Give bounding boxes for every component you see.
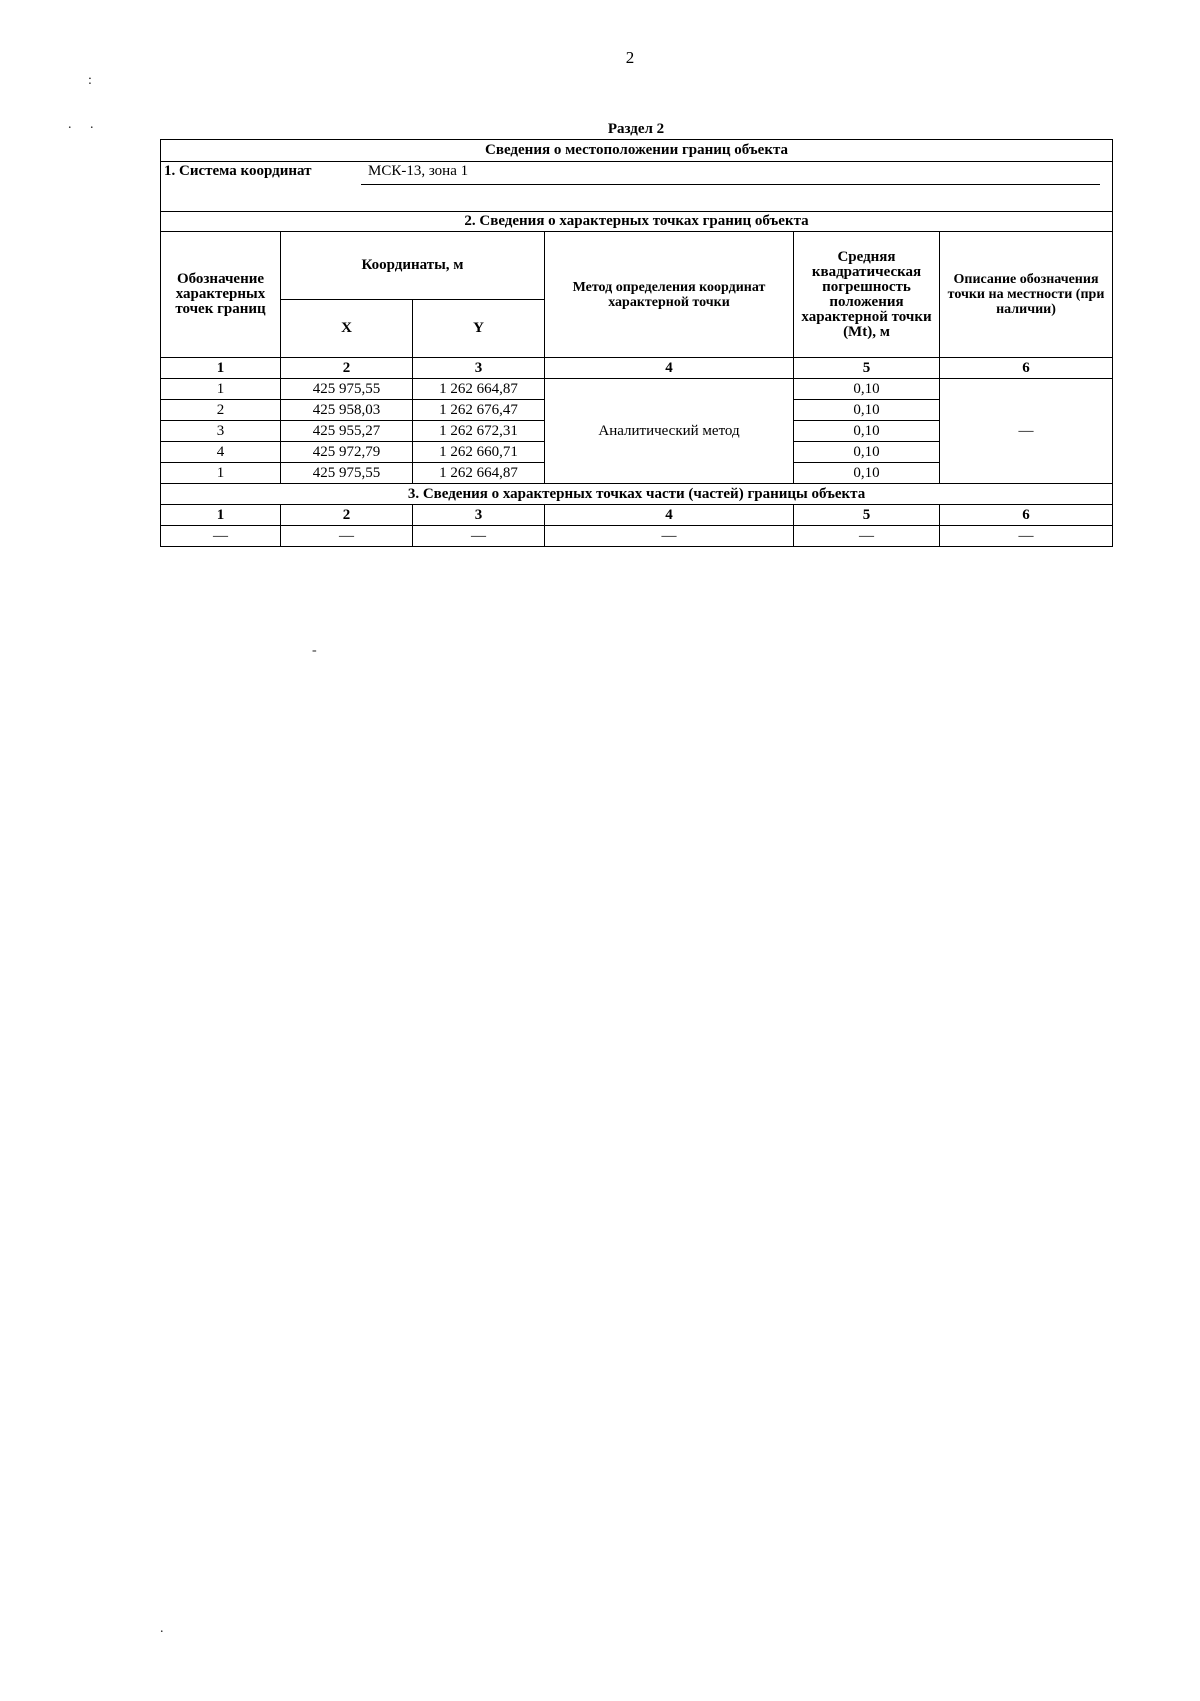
x-cell: 425 975,55 bbox=[281, 379, 413, 400]
error-cell: 0,10 bbox=[794, 463, 940, 484]
column-number: 1 bbox=[161, 505, 281, 526]
scan-speck: . bbox=[68, 117, 72, 132]
page-number: 2 bbox=[625, 48, 635, 67]
scan-speck: : bbox=[88, 73, 92, 88]
coord-system-underline bbox=[361, 184, 1100, 185]
y-cell: 1 262 660,71 bbox=[413, 442, 545, 463]
header-x: X bbox=[281, 299, 413, 357]
section2-title-row bbox=[161, 212, 1113, 232]
column-number: 5 bbox=[794, 505, 940, 526]
scan-speck: . bbox=[160, 1621, 164, 1636]
section3-cell: — bbox=[940, 526, 1113, 547]
table-title: Сведения о местоположении границ объекта bbox=[161, 140, 1113, 162]
section2-title: 2. Сведения о характерных точках границ объекта bbox=[161, 212, 1113, 232]
x-cell: 425 975,55 bbox=[281, 463, 413, 484]
header-coordinates: Координаты, м bbox=[281, 232, 545, 300]
section3-title: 3. Сведения о характерных точках части (частей) границы объекта bbox=[161, 484, 1113, 505]
description-cell: — bbox=[940, 379, 1113, 484]
column-number: 3 bbox=[413, 358, 545, 379]
point-cell: 2 bbox=[161, 400, 281, 421]
section-title: Раздел 2 bbox=[607, 121, 665, 137]
column-number: 4 bbox=[545, 505, 794, 526]
point-cell: 1 bbox=[161, 463, 281, 484]
header-mean-error: Средняя квадратическая погрешность положения характерной точки (Mt), м bbox=[794, 232, 940, 358]
table-row bbox=[161, 379, 1113, 400]
error-cell: 0,10 bbox=[794, 421, 940, 442]
section3-cell: — bbox=[413, 526, 545, 547]
error-cell: 0,10 bbox=[794, 379, 940, 400]
header-y: Y bbox=[413, 299, 545, 357]
header-description: Описание обозначения точки на местности (при наличии) bbox=[940, 232, 1113, 358]
column-number: 6 bbox=[940, 358, 1113, 379]
y-cell: 1 262 672,31 bbox=[413, 421, 545, 442]
header-row-1 bbox=[161, 232, 1113, 300]
column-number: 6 bbox=[940, 505, 1113, 526]
column-number: 3 bbox=[413, 505, 545, 526]
column-number: 5 bbox=[794, 358, 940, 379]
column-number: 2 bbox=[281, 358, 413, 379]
x-cell: 425 972,79 bbox=[281, 442, 413, 463]
coord-system-row bbox=[161, 162, 1113, 212]
section3-column-numbers-row bbox=[161, 505, 1113, 526]
section3-cell: — bbox=[281, 526, 413, 547]
header-method: Метод определения координат характерной точки bbox=[545, 232, 794, 358]
coord-system-cell bbox=[161, 162, 1113, 212]
point-cell: 3 bbox=[161, 421, 281, 442]
x-cell: 425 955,27 bbox=[281, 421, 413, 442]
method-cell: Аналитический метод bbox=[545, 379, 794, 484]
table-title-row bbox=[161, 140, 1113, 162]
error-cell: 0,10 bbox=[794, 442, 940, 463]
coord-system-value: МСК-13, зона 1 bbox=[368, 163, 469, 179]
x-cell: 425 958,03 bbox=[281, 400, 413, 421]
column-number: 4 bbox=[545, 358, 794, 379]
point-cell: 1 bbox=[161, 379, 281, 400]
section3-row bbox=[161, 526, 1113, 547]
column-number: 1 bbox=[161, 358, 281, 379]
column-number: 2 bbox=[281, 505, 413, 526]
boundary-table bbox=[160, 139, 1113, 547]
section3-title-row bbox=[161, 484, 1113, 505]
section3-cell: — bbox=[161, 526, 281, 547]
y-cell: 1 262 676,47 bbox=[413, 400, 545, 421]
section3-cell: — bbox=[545, 526, 794, 547]
y-cell: 1 262 664,87 bbox=[413, 463, 545, 484]
error-cell: 0,10 bbox=[794, 400, 940, 421]
scan-speck: - bbox=[312, 643, 317, 658]
y-cell: 1 262 664,87 bbox=[413, 379, 545, 400]
header-point-designation: Обозначение характерных точек границ bbox=[161, 232, 281, 358]
column-numbers-row bbox=[161, 358, 1113, 379]
coord-system-label: 1. Система координат bbox=[164, 163, 312, 179]
section3-cell: — bbox=[794, 526, 940, 547]
scan-speck: . bbox=[90, 117, 94, 132]
point-cell: 4 bbox=[161, 442, 281, 463]
